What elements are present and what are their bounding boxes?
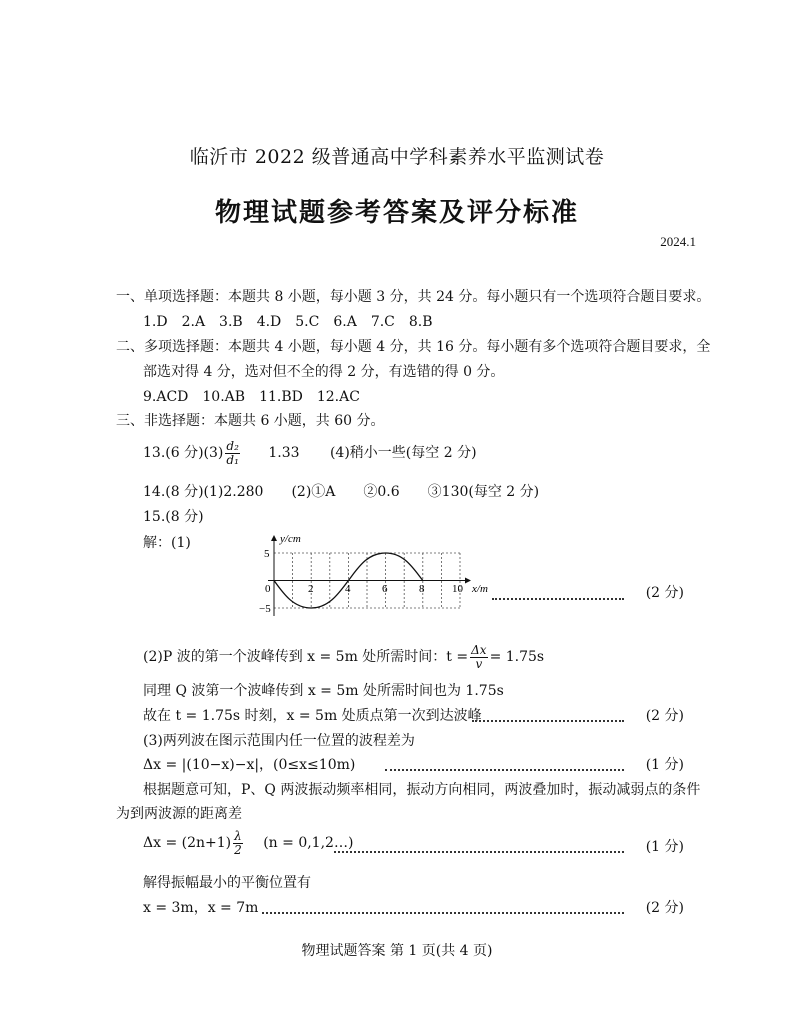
q15-p3-formula: [143, 830, 353, 856]
q13-frac-num: d₂: [226, 439, 239, 453]
q15-p2-frac-num: Δx: [471, 643, 487, 657]
page-footer: 物理试题答案 第 1 页(共 4 页): [301, 943, 493, 959]
x-tick-6: 6: [382, 583, 388, 595]
q15-p3-formula-suffix: (n = 0,1,2…): [263, 835, 354, 852]
x-tick-2: 2: [308, 583, 314, 595]
y-axis-label: y/cm: [280, 533, 301, 545]
q15-p3-line1: (3)两列波在图示范围内任一位置的波程差为: [143, 733, 415, 749]
score-graph: (2 分): [645, 585, 684, 601]
q13-value: 1.33: [268, 445, 300, 462]
y-tick-neg5: −5: [259, 603, 271, 615]
section-1-answers: 1.D 2.A 3.B 4.D 5.C 6.A 7.C 8.B: [143, 314, 433, 330]
q15-p2-line3: 故在 t = 1.75s 时刻，x = 5m 处质点第一次到达波峰: [143, 708, 482, 724]
y-tick-5: 5: [264, 548, 270, 560]
section-2-heading-line1: 二、多项选择题：本题共 4 小题，每小题 4 分，共 16 分。每小题有多个选项符合题目要求，全: [116, 339, 711, 355]
x-tick-8: 8: [419, 583, 425, 595]
x-tick-4: 4: [345, 583, 351, 595]
section-3-heading: 三、非选择题：本题共 6 小题，共 60 分。: [116, 413, 385, 429]
q14-answer: 14.(8 分)(1)2.280 (2)①A ②0.6 ③130(每空 2 分): [143, 484, 540, 500]
q15-p2-frac-den: v: [475, 656, 483, 671]
q15-p3-line2: Δx = |(10−x)−x|，(0≤x≤10m): [143, 757, 356, 773]
q13-part4: (4)稍小一些(每空 2 分): [329, 445, 477, 462]
q15-p3-line7: x = 3m，x = 7m: [143, 900, 259, 916]
q15-p3-line6: 解得振幅最小的平衡位置有: [143, 875, 311, 891]
section-2-heading-line2: 部选对得 4 分，选对但不全的得 2 分，有选错的得 0 分。: [143, 364, 505, 380]
score-p3b: (1 分): [645, 839, 684, 855]
q15-p2-prefix: (2)P 波的第一个波峰传到 x = 5m 处所需时间：t =: [143, 649, 469, 666]
q15-p3-line3: 根据题意可知，P、Q 两波振动频率相同，振动方向相同，两波叠加时，振动减弱点的条件: [143, 782, 701, 798]
page-title: 物理试题参考答案及评分标准: [214, 198, 579, 228]
leader-dots: [334, 851, 624, 853]
x-tick-10: 10: [452, 583, 463, 595]
q15-p3-frac-num: λ: [234, 829, 242, 843]
leader-dots: [385, 769, 624, 771]
q13-fraction: [225, 440, 240, 466]
exam-date: 2024.1: [660, 234, 696, 249]
score-p3c: (2 分): [645, 900, 684, 916]
section-2-answers: 9.ACD 10.AB 11.BD 12.AC: [143, 389, 360, 405]
q15-p2-line1: [143, 644, 544, 670]
q15-p3-line4: 为到两波源的距离差: [116, 806, 242, 822]
q15-solution-label: 解：(1): [143, 535, 191, 551]
leader-dots: [492, 598, 624, 600]
leader-dots: [262, 912, 624, 914]
x-axis-label: x/m: [472, 583, 488, 595]
q13-prefix: 13.(6 分)(3): [143, 445, 224, 462]
q15-p3-formula-prefix: Δx = (2n+1): [143, 835, 232, 852]
score-p3a: (1 分): [645, 757, 684, 773]
q15-p2-fraction: [470, 644, 487, 670]
q15-p2-suffix: = 1.75s: [489, 649, 545, 666]
q15-heading: 15.(8 分): [143, 509, 204, 525]
q15-p3-fraction: [233, 830, 243, 856]
section-1-heading: 一、单项选择题：本题共 8 小题，每小题 3 分，共 24 分。每小题只有一个选项符合题目要求。: [116, 289, 711, 305]
score-p2: (2 分): [645, 708, 684, 724]
q13-answer: [143, 440, 477, 466]
wave-graph: [252, 530, 490, 620]
exam-subtitle: 临沂市 2022 级普通高中学科素养水平监测试卷: [189, 146, 605, 168]
q15-p3-frac-den: 2: [234, 842, 242, 857]
q13-frac-den: d₁: [226, 452, 239, 467]
q15-p2-line2: 同理 Q 波第一个波峰传到 x = 5m 处所需时间也为 1.75s: [143, 683, 504, 699]
leader-dots: [472, 720, 624, 722]
y-tick-0: 0: [265, 583, 271, 595]
